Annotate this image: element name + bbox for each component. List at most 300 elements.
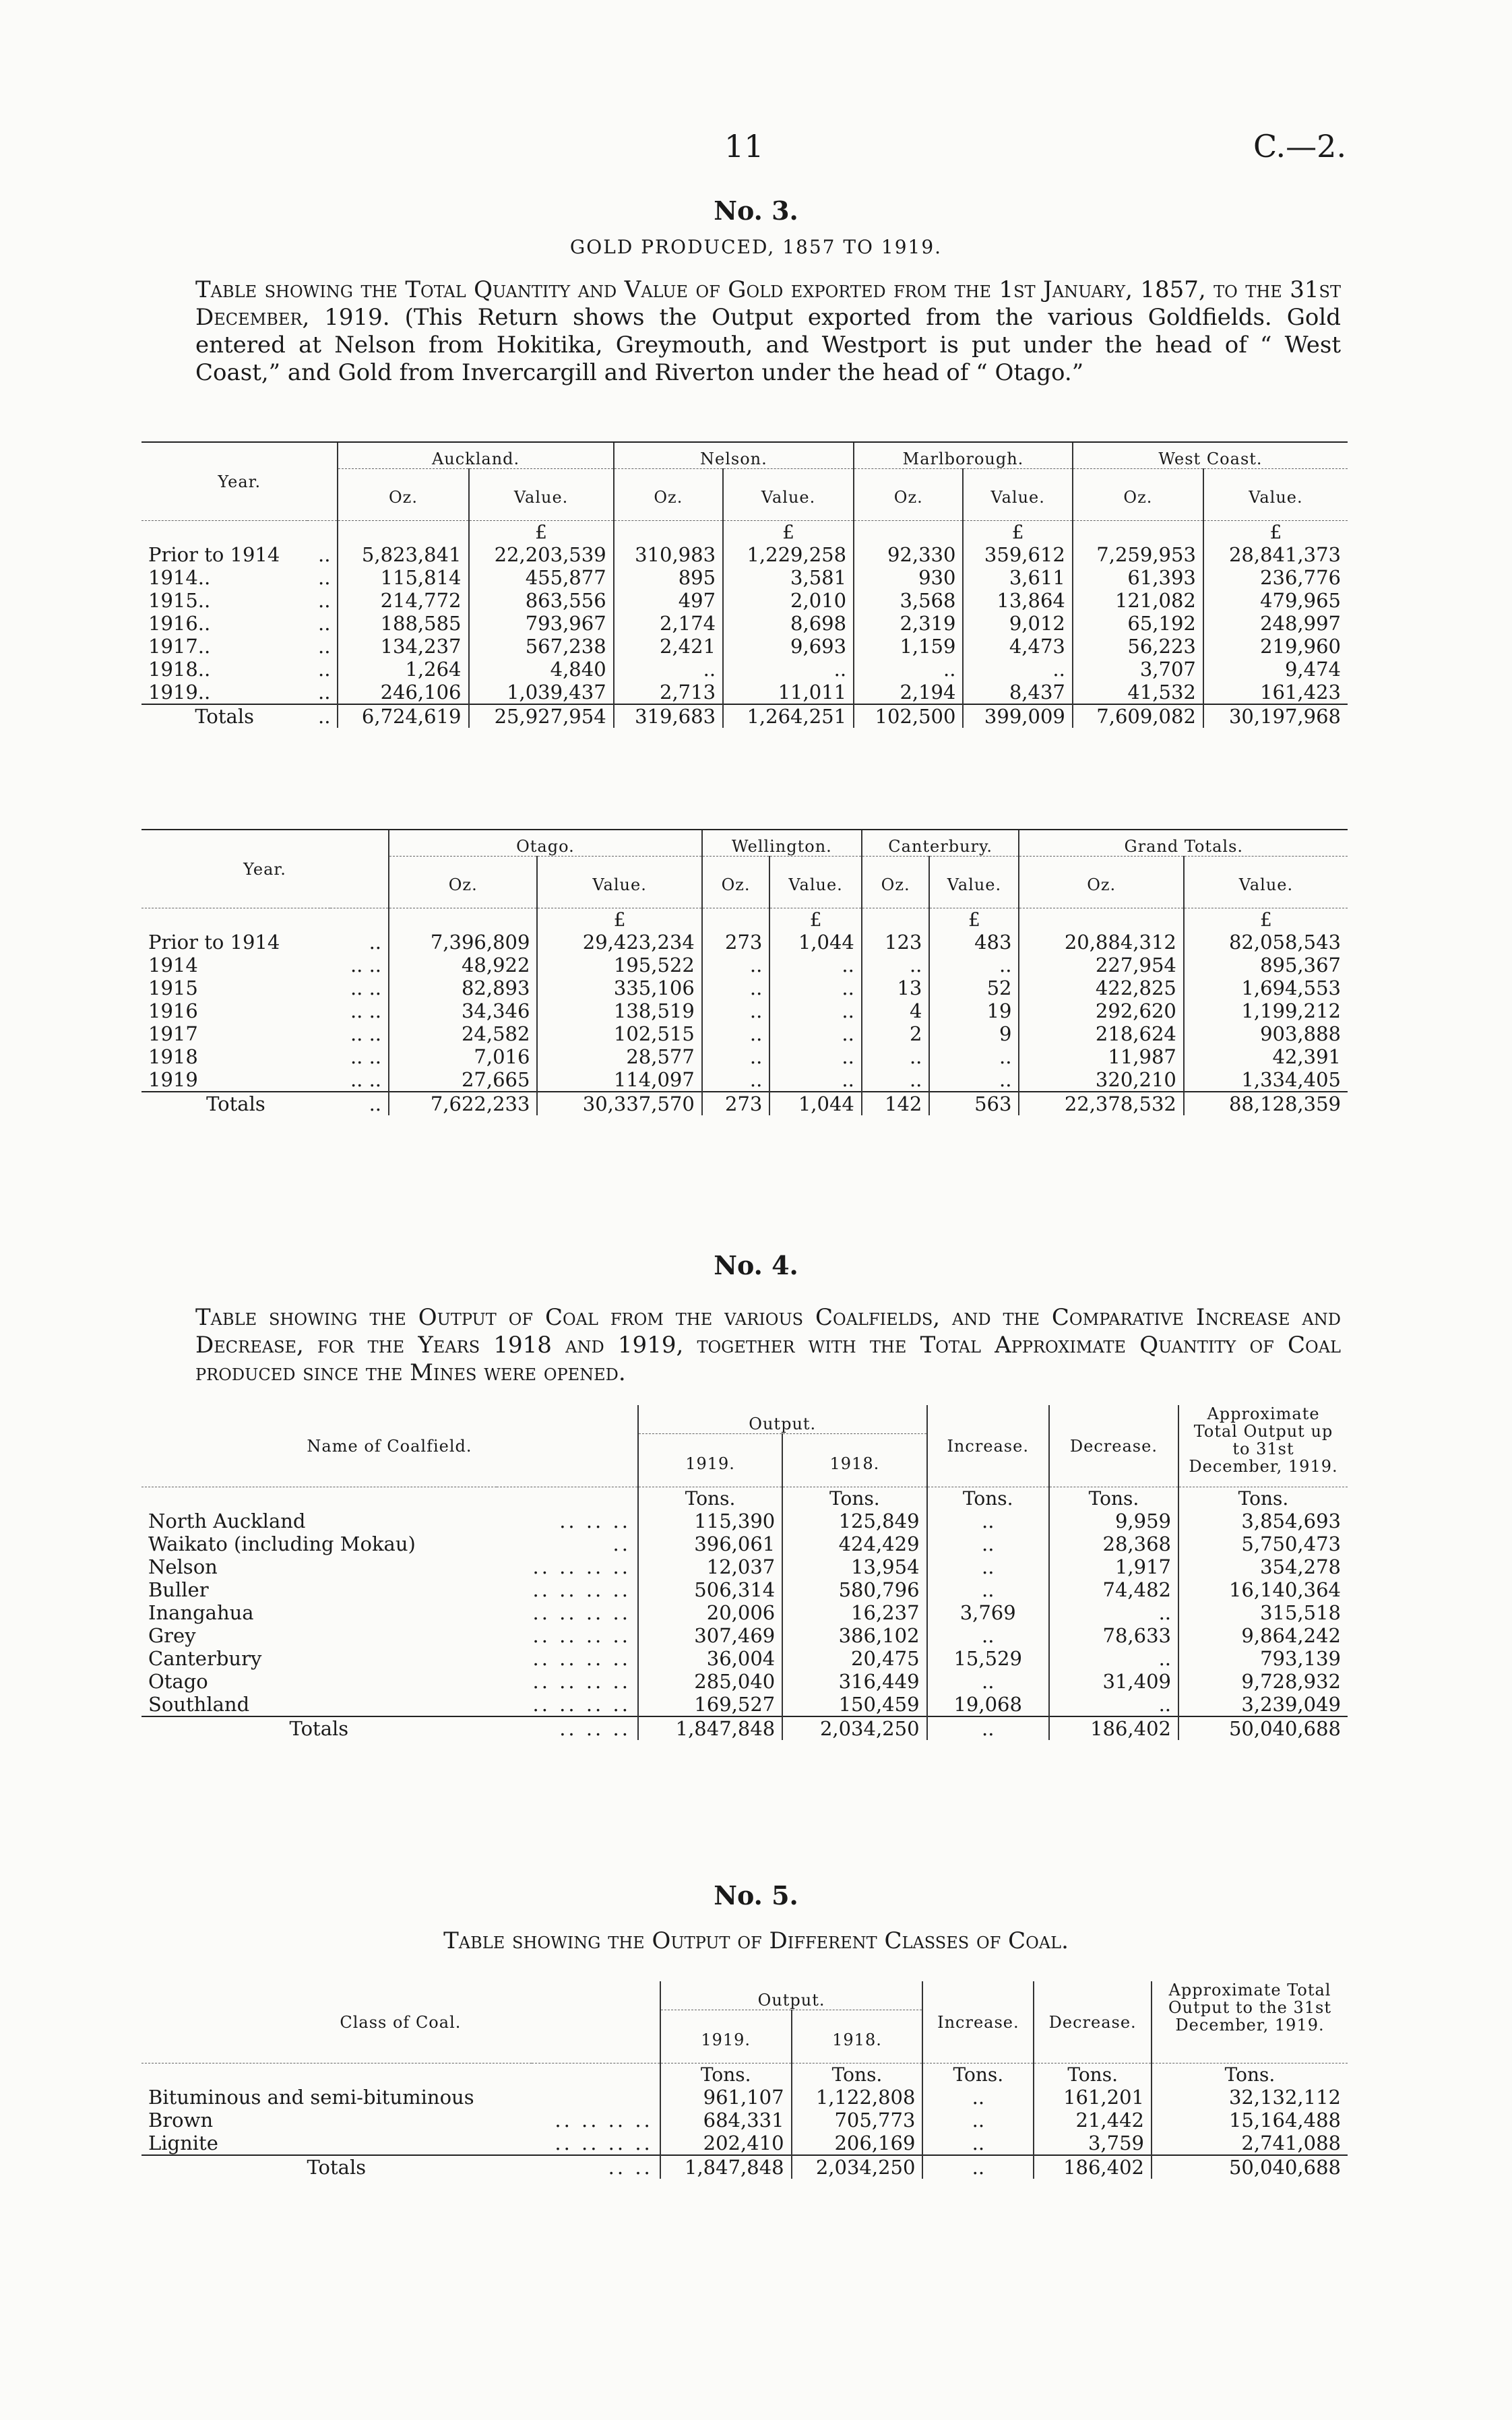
leader-dots: .. .. (350, 999, 382, 1022)
year-cell: 1916 (148, 999, 198, 1022)
page-reference: C.—2. (1253, 128, 1347, 164)
totals-row (141, 1092, 1348, 1115)
district-header: Nelson. (614, 442, 854, 469)
cell: 28,368 (1049, 1532, 1178, 1555)
cell: .. (723, 658, 854, 681)
oz-header: Oz. (1073, 469, 1203, 521)
unit-label: Tons. (782, 1487, 926, 1510)
cell: 13,954 (782, 1555, 926, 1578)
table-row (141, 931, 1348, 954)
leader-dots: .. (318, 635, 331, 658)
cell: 320,210 (1019, 1068, 1183, 1092)
cell: 3,854,693 (1178, 1510, 1348, 1532)
oz-header: Oz. (614, 469, 723, 521)
coalfield-name: Nelson (148, 1555, 218, 1578)
cell: 4,473 (963, 635, 1072, 658)
table-row (141, 1532, 1348, 1555)
cell: 74,482 (1049, 1578, 1178, 1601)
coalfield-name: Inangahua (148, 1601, 254, 1624)
year-cell: Prior to 1914 (148, 543, 280, 566)
cell: .. (769, 954, 862, 976)
cell: 24,582 (389, 1022, 537, 1045)
cell: 5,750,473 (1178, 1532, 1348, 1555)
cell: 705,773 (792, 2109, 923, 2132)
cell: 4 (862, 999, 930, 1022)
oz-header: Oz. (702, 857, 770, 908)
cell: 684,331 (660, 2109, 792, 2132)
year-cell: 1917.. (148, 635, 211, 658)
cell: .. (769, 1045, 862, 1068)
leader-dots: .. .. (350, 1022, 382, 1045)
cell: 3,707 (1073, 658, 1203, 681)
cell: 2,319 (854, 612, 963, 635)
classes-heading: No. 5. (714, 1880, 798, 1911)
cell: 161,201 (1034, 2086, 1152, 2109)
leader-dots: .. .. .. .. (532, 1624, 631, 1647)
value-header: Value. (723, 469, 854, 521)
district-header: Grand Totals. (1019, 830, 1348, 857)
cell: 102,515 (537, 1022, 701, 1045)
output-header: Output. (638, 1405, 927, 1434)
pound-label: £ (769, 908, 862, 931)
pound-label: £ (723, 521, 854, 544)
year-cell: 1918.. (148, 658, 211, 681)
cell: 1,847,848 (638, 1716, 782, 1740)
leader-dots: .. (318, 658, 331, 681)
cell: 41,532 (1073, 681, 1203, 704)
cell: .. (922, 2086, 1034, 2109)
year-cell: 1916.. (148, 612, 211, 635)
cell: 50,040,688 (1152, 2155, 1348, 2179)
cell: 9,959 (1049, 1510, 1178, 1532)
value-header: Value. (537, 857, 701, 908)
leader-dots: .. (318, 681, 331, 704)
increase-header: Increase. (922, 1981, 1034, 2064)
cell: 7,622,233 (389, 1092, 537, 1115)
cell: 246,106 (338, 681, 468, 704)
totals-row (141, 1716, 1348, 1740)
cell: 479,965 (1203, 589, 1348, 612)
cell: .. (929, 1045, 1019, 1068)
cell: 2,713 (614, 681, 723, 704)
cell: .. (769, 976, 862, 999)
year-1918-header: 1918. (792, 2010, 923, 2064)
district-header: Wellington. (702, 830, 862, 857)
cell: 3,239,049 (1178, 1693, 1348, 1716)
cell: .. (702, 976, 770, 999)
coalfield-name: Otago (148, 1670, 208, 1693)
table-row (141, 1601, 1348, 1624)
table-row (141, 658, 1348, 681)
leader-dots: .. .. .. .. (532, 1578, 631, 1601)
unit-label: Tons. (638, 1487, 782, 1510)
pound-label: £ (1184, 908, 1348, 931)
cell: 285,040 (638, 1670, 782, 1693)
cell: 82,058,543 (1184, 931, 1348, 954)
cell: 61,393 (1073, 566, 1203, 589)
leader-dots: .. (318, 566, 331, 589)
year-cell: Prior to 1914 (148, 931, 280, 954)
gold-caption-plain: (This Return shows the Output exported from the various Goldfields. Gold entered at Nelson from Hokitika, Greymouth, and Westport is put under the head of “ West Coast,” and Gold from Invercargill and Riverton under the head of “ Otago.” (195, 304, 1341, 386)
cell: 8,437 (963, 681, 1072, 704)
cell: 1,264 (338, 658, 468, 681)
cell: 21,442 (1034, 2109, 1152, 2132)
cell: .. (702, 1045, 770, 1068)
cell: 9,864,242 (1178, 1624, 1348, 1647)
cell: 1,039,437 (469, 681, 614, 704)
gold-caption-caps: Table showing the Total Quantity and Value of Gold exported from the 1st January, 1857, to the 31st December, 1919. (195, 276, 1341, 331)
value-header: Value. (1184, 857, 1348, 908)
cell: 386,102 (782, 1624, 926, 1647)
cell: 2 (862, 1022, 930, 1045)
cell: 15,164,488 (1152, 2109, 1348, 2132)
cell: .. (927, 1670, 1049, 1693)
unit-label: Tons. (1152, 2064, 1348, 2086)
cell: 186,402 (1034, 2155, 1152, 2179)
cell: 793,139 (1178, 1647, 1348, 1670)
cell: .. (702, 1022, 770, 1045)
cell: 202,410 (660, 2132, 792, 2155)
table-row (141, 635, 1348, 658)
cell: 9,693 (723, 635, 854, 658)
cell: 5,823,841 (338, 543, 468, 566)
gold-subtitle: GOLD PRODUCED, 1857 TO 1919. (569, 236, 943, 258)
cell: 102,500 (854, 704, 963, 728)
table-row (141, 1624, 1348, 1647)
coalfield-name: Southland (148, 1693, 250, 1716)
table-row (141, 2132, 1348, 2155)
cell: 2,034,250 (782, 1716, 926, 1740)
cell: .. (927, 1716, 1049, 1740)
cell: .. (927, 1532, 1049, 1555)
cell: 20,884,312 (1019, 931, 1183, 954)
cell: .. (1049, 1601, 1178, 1624)
table-row (141, 1045, 1348, 1068)
cell: 2,421 (614, 635, 723, 658)
table-row (141, 1022, 1348, 1045)
cell: 2,194 (854, 681, 963, 704)
cell: .. (929, 1068, 1019, 1092)
cell: 9 (929, 1022, 1019, 1045)
totals-label: Totals (141, 2155, 532, 2179)
cell: 9,728,932 (1178, 1670, 1348, 1693)
cell: 188,585 (338, 612, 468, 635)
cell: 214,772 (338, 589, 468, 612)
cell: 48,922 (389, 954, 537, 976)
coalfield-name: North Auckland (148, 1510, 306, 1532)
pound-label: £ (537, 908, 701, 931)
year-1919-header: 1919. (638, 1434, 782, 1487)
year-1918-header: 1918. (782, 1434, 926, 1487)
coalfield-name: Waikato (including Mokau) (148, 1532, 416, 1555)
gold-heading: No. 3. (714, 195, 798, 226)
value-header: Value. (963, 469, 1072, 521)
cell: 2,741,088 (1152, 2132, 1348, 2155)
coal-rows (141, 1510, 1348, 1716)
cell: 195,522 (537, 954, 701, 976)
output-header: Output. (660, 1981, 923, 2010)
totals-label: Totals (141, 1716, 497, 1740)
cell: 319,683 (614, 704, 723, 728)
cell: .. (769, 1022, 862, 1045)
cell: 142 (862, 1092, 930, 1115)
leader-dots: .. (330, 1092, 389, 1115)
year-cell: 1914 (148, 954, 198, 976)
cell: 92,330 (854, 543, 963, 566)
coal-caption: Table showing the Output of Coal from the various Coalfields, and the Comparative Increase and Decrease, for the Years 1918 and 1919, together with the Total Approximate Quantity of Coal produced since the Mines were opened. (195, 1304, 1341, 1386)
cell: 307,469 (638, 1624, 782, 1647)
cell: 292,620 (1019, 999, 1183, 1022)
classes-caption: Table showing the Output of Different Classes of Coal. (443, 1927, 1069, 1954)
cell: .. (702, 999, 770, 1022)
cell: 4,840 (469, 658, 614, 681)
classes-rows (141, 2086, 1348, 2155)
totals-label: Totals (141, 704, 307, 728)
cell: .. (769, 1068, 862, 1092)
year-cell: 1915 (148, 976, 198, 999)
year-cell: 1919.. (148, 681, 211, 704)
table-row (141, 954, 1348, 976)
cell: 424,429 (782, 1532, 926, 1555)
cell: 138,519 (537, 999, 701, 1022)
cell: 169,527 (638, 1693, 782, 1716)
unit-label: Tons. (1178, 1487, 1348, 1510)
leader-dots: .. .. .. .. (555, 2132, 653, 2154)
cell: 9,474 (1203, 658, 1348, 681)
cell: 9,012 (963, 612, 1072, 635)
cell: 310,983 (614, 543, 723, 566)
cell: .. (927, 1555, 1049, 1578)
table-row (141, 1670, 1348, 1693)
cell: 150,459 (782, 1693, 926, 1716)
district-header: Auckland. (338, 442, 613, 469)
table-row (141, 1647, 1348, 1670)
cell: 121,082 (1073, 589, 1203, 612)
cell: .. (922, 2132, 1034, 2155)
cell: 32,132,112 (1152, 2086, 1348, 2109)
leader-dots: .. .. .. .. (555, 2109, 653, 2132)
cell: 65,192 (1073, 612, 1203, 635)
cell: 19 (929, 999, 1019, 1022)
oz-header: Oz. (338, 469, 468, 521)
coalfield-name: Grey (148, 1624, 196, 1647)
leader-dots: .. .. .. .. (532, 1670, 631, 1693)
cell: 1,122,808 (792, 2086, 923, 2109)
cell: .. (922, 2155, 1034, 2179)
cell: 7,396,809 (389, 931, 537, 954)
leader-dots: .. .. .. .. (532, 1647, 631, 1670)
gold-table-a (141, 441, 1348, 728)
cell: 227,954 (1019, 954, 1183, 976)
increase-header: Increase. (927, 1405, 1049, 1487)
cell: 1,264,251 (723, 704, 854, 728)
cell: 206,169 (792, 2132, 923, 2155)
oz-header: Oz. (389, 857, 537, 908)
oz-header: Oz. (1019, 857, 1183, 908)
table-row (141, 976, 1348, 999)
class-name: Brown (148, 2109, 214, 2132)
year-1919-header: 1919. (660, 2010, 792, 2064)
cell: 3,759 (1034, 2132, 1152, 2155)
leader-dots: .. (318, 612, 331, 635)
cell: 34,346 (389, 999, 537, 1022)
cell: 567,238 (469, 635, 614, 658)
cell: 28,577 (537, 1045, 701, 1068)
cell: 563 (929, 1092, 1019, 1115)
leader-dots: .. (307, 704, 338, 728)
table-row (141, 566, 1348, 589)
gold-caption (195, 276, 1341, 387)
cell: 396,061 (638, 1532, 782, 1555)
cell: .. (702, 954, 770, 976)
cell: 161,423 (1203, 681, 1348, 704)
leader-dots: .. .. .. (559, 1510, 631, 1532)
cell: 2,010 (723, 589, 854, 612)
cell: 3,581 (723, 566, 854, 589)
value-header: Value. (1203, 469, 1348, 521)
value-header: Value. (469, 469, 614, 521)
cell: 335,106 (537, 976, 701, 999)
cell: .. (927, 1578, 1049, 1601)
district-header: Canterbury. (862, 830, 1019, 857)
leader-dots: .. .. (532, 2155, 660, 2179)
cell: 961,107 (660, 2086, 792, 2109)
approx-header: Approximate Total Output to the 31st December, 1919. (1152, 1981, 1348, 2064)
decrease-header: Decrease. (1034, 1981, 1152, 2064)
totals-row (141, 2155, 1348, 2179)
cell: 2,174 (614, 612, 723, 635)
leader-dots: .. .. (350, 954, 382, 976)
cell: .. (862, 1068, 930, 1092)
cell: 895 (614, 566, 723, 589)
table-row (141, 681, 1348, 704)
cell: 218,624 (1019, 1022, 1183, 1045)
cell: 273 (702, 1092, 770, 1115)
value-header: Value. (929, 857, 1019, 908)
classes-table (141, 1981, 1348, 2179)
pound-label: £ (929, 908, 1019, 931)
cell: 930 (854, 566, 963, 589)
gold-rows-b (141, 931, 1348, 1092)
unit-label: Tons. (1049, 1487, 1178, 1510)
cell: .. (929, 954, 1019, 976)
table-row (141, 1510, 1348, 1532)
cell: 7,016 (389, 1045, 537, 1068)
cell: 399,009 (963, 704, 1072, 728)
cell: 115,814 (338, 566, 468, 589)
cell: 497 (614, 589, 723, 612)
pound-label: £ (1203, 521, 1348, 544)
page-number: 11 (724, 128, 764, 164)
cell: 248,997 (1203, 612, 1348, 635)
cell: 1,917 (1049, 1555, 1178, 1578)
name-header: Name of Coalfield. (307, 1436, 472, 1456)
coal-table (141, 1405, 1348, 1740)
leader-dots: .. .. (350, 1068, 382, 1091)
cell: 13 (862, 976, 930, 999)
approx-header: Approximate Total Output up to 31st December, 1919. (1178, 1405, 1348, 1487)
unit-label: Tons. (1034, 2064, 1152, 2086)
totals-label: Totals (141, 1092, 330, 1115)
table-row (141, 2086, 1348, 2109)
cell: .. (769, 999, 862, 1022)
decrease-header: Decrease. (1049, 1405, 1178, 1487)
table-row (141, 543, 1348, 566)
cell: 82,893 (389, 976, 537, 999)
table-row (141, 1578, 1348, 1601)
cell: 19,068 (927, 1693, 1049, 1716)
cell: 354,278 (1178, 1555, 1348, 1578)
cell: 11,987 (1019, 1045, 1183, 1068)
year-cell: 1917 (148, 1022, 198, 1045)
leader-dots: .. (318, 543, 331, 566)
table-row (141, 2109, 1348, 2132)
totals-row (141, 704, 1348, 728)
cell: 1,044 (769, 931, 862, 954)
leader-dots: .. .. .. .. (532, 1693, 631, 1716)
cell: 30,197,968 (1203, 704, 1348, 728)
cell: .. (702, 1068, 770, 1092)
cell: 3,769 (927, 1601, 1049, 1624)
cell: 580,796 (782, 1578, 926, 1601)
cell: 134,237 (338, 635, 468, 658)
cell: 316,449 (782, 1670, 926, 1693)
value-header: Value. (769, 857, 862, 908)
cell: 1,199,212 (1184, 999, 1348, 1022)
cell: 30,337,570 (537, 1092, 701, 1115)
cell: 31,409 (1049, 1670, 1178, 1693)
cell: 114,097 (537, 1068, 701, 1092)
oz-header: Oz. (862, 857, 930, 908)
cell: 186,402 (1049, 1716, 1178, 1740)
cell: 20,006 (638, 1601, 782, 1624)
cell: 219,960 (1203, 635, 1348, 658)
unit-label: Tons. (792, 2064, 923, 2086)
cell: 1,694,553 (1184, 976, 1348, 999)
district-header: Otago. (389, 830, 702, 857)
class-name: Bituminous and semi-bituminous (148, 2086, 474, 2109)
cell: 1,847,848 (660, 2155, 792, 2179)
table-row (141, 1693, 1348, 1716)
oz-header: Oz. (854, 469, 963, 521)
year-header: Year. (141, 442, 338, 521)
cell: 3,611 (963, 566, 1072, 589)
cell: 125,849 (782, 1510, 926, 1532)
district-header: Marlborough. (854, 442, 1073, 469)
cell: .. (614, 658, 723, 681)
leader-dots: .. .. (350, 976, 382, 999)
table-row (141, 612, 1348, 635)
unit-label: Tons. (660, 2064, 792, 2086)
cell: 793,967 (469, 612, 614, 635)
cell: .. (922, 2109, 1034, 2132)
cell: 7,259,953 (1073, 543, 1203, 566)
cell: 16,140,364 (1178, 1578, 1348, 1601)
cell: 13,864 (963, 589, 1072, 612)
cell: 236,776 (1203, 566, 1348, 589)
cell: 483 (929, 931, 1019, 954)
cell: 52 (929, 976, 1019, 999)
cell: 78,633 (1049, 1624, 1178, 1647)
year-cell: 1918 (148, 1045, 198, 1068)
cell: 22,378,532 (1019, 1092, 1183, 1115)
cell: 6,724,619 (338, 704, 468, 728)
table-row (141, 589, 1348, 612)
leader-dots: .. (318, 589, 331, 612)
gold-table-b (141, 829, 1348, 1115)
class-name: Lignite (148, 2132, 218, 2154)
cell: 12,037 (638, 1555, 782, 1578)
